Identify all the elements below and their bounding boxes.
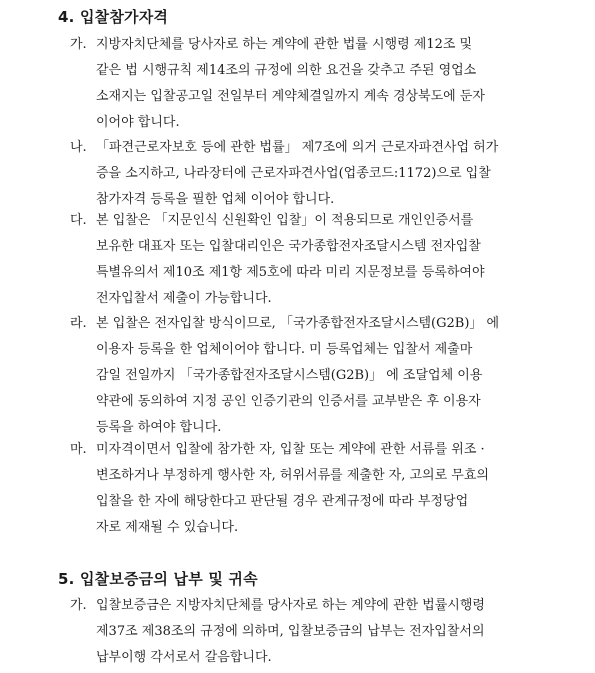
text-line: 자로 제재될 수 있습니다. xyxy=(96,520,239,535)
item-text xyxy=(96,311,568,441)
item-text xyxy=(96,437,568,541)
text-line: 변조하거나 부정하게 행사한 자, 허위서류를 제출한 자, 고의로 무효의 xyxy=(96,468,489,483)
text-line: 같은 법 시행규칙 제14조의 규정에 의한 요건을 갖추고 주된 영업소 xyxy=(96,63,477,78)
text-line: 본 입찰은 「지문인식 신원확인 입찰」이 적용되므로 개인인증서를 xyxy=(96,213,474,228)
text-line: 보유한 대표자 또는 입찰대리인은 국가종합전자조달시스템 전자입찰 xyxy=(96,239,481,254)
item-text xyxy=(96,135,568,213)
text-line: 증을 소지하고, 나라장터에 근로자파견사업(업종코드:1172)으로 입찰 xyxy=(96,166,491,181)
text-line: 전자입찰서 제출이 가능합니다. xyxy=(96,291,272,306)
item-marker: 가. xyxy=(70,598,87,613)
item-text xyxy=(96,32,568,136)
text-line: 소재지는 입찰공고일 전일부터 계약체결일까지 계속 경상북도에 둔자 xyxy=(96,89,485,104)
item-text xyxy=(96,208,568,312)
text-line: 이어야 합니다. xyxy=(96,115,180,130)
item-marker: 마. xyxy=(70,442,87,457)
text-line: 이용자 등록을 한 업체이어야 합니다. 미 등록업체는 입찰서 제출마 xyxy=(96,342,473,357)
text-line: 지방자치단체를 당사자로 하는 계약에 관한 법률 시행령 제12조 및 xyxy=(96,37,473,52)
text-line: 입찰을 한 자에 해당한다고 판단될 경우 관계규정에 따라 부정당업 xyxy=(96,494,469,509)
text-line: 감일 전일까지 「국가종합전자조달시스템(G2B)」 에 조달업체 이용 xyxy=(96,368,483,383)
text-line: 미자격이면서 입찰에 참가한 자, 입찰 또는 계약에 관한 서류를 위조 · xyxy=(96,442,485,457)
item-marker: 다. xyxy=(70,213,87,228)
section-5-heading: 5. 입찰보증금의 납부 및 귀속 xyxy=(58,570,258,588)
item-marker: 라. xyxy=(70,316,87,331)
item-marker: 가. xyxy=(70,37,87,52)
section-4-heading: 4. 입찰참가자격 xyxy=(58,8,169,26)
text-line: 「파견근로자보호 등에 관한 법률」 제7조에 의거 근로자파견사업 허가 xyxy=(96,140,499,155)
text-line: 납부이행 각서로서 갈음합니다. xyxy=(96,650,272,665)
item-text xyxy=(96,593,568,671)
text-line: 약관에 동의하여 지정 공인 인증기관의 인증서를 교부받은 후 이용자 xyxy=(96,394,481,409)
text-line: 본 입찰은 전자입찰 방식이므로, 「국가종합전자조달시스템(G2B)」 에 xyxy=(96,316,500,331)
text-line: 등록을 하여야 합니다. xyxy=(96,420,222,435)
text-line: 제37조 제38조의 규정에 의하며, 입찰보증금의 납부는 전자입찰서의 xyxy=(96,624,485,639)
text-line: 특별유의서 제10조 제1항 제5호에 따라 미리 지문정보를 등록하여야 xyxy=(96,265,485,280)
text-line: 참가자격 등록을 필한 업체 이어야 합니다. xyxy=(96,192,335,207)
item-marker: 나. xyxy=(70,140,87,155)
text-line: 입찰보증금은 지방자치단체를 당사자로 하는 계약에 관한 법률시행령 xyxy=(96,598,485,613)
